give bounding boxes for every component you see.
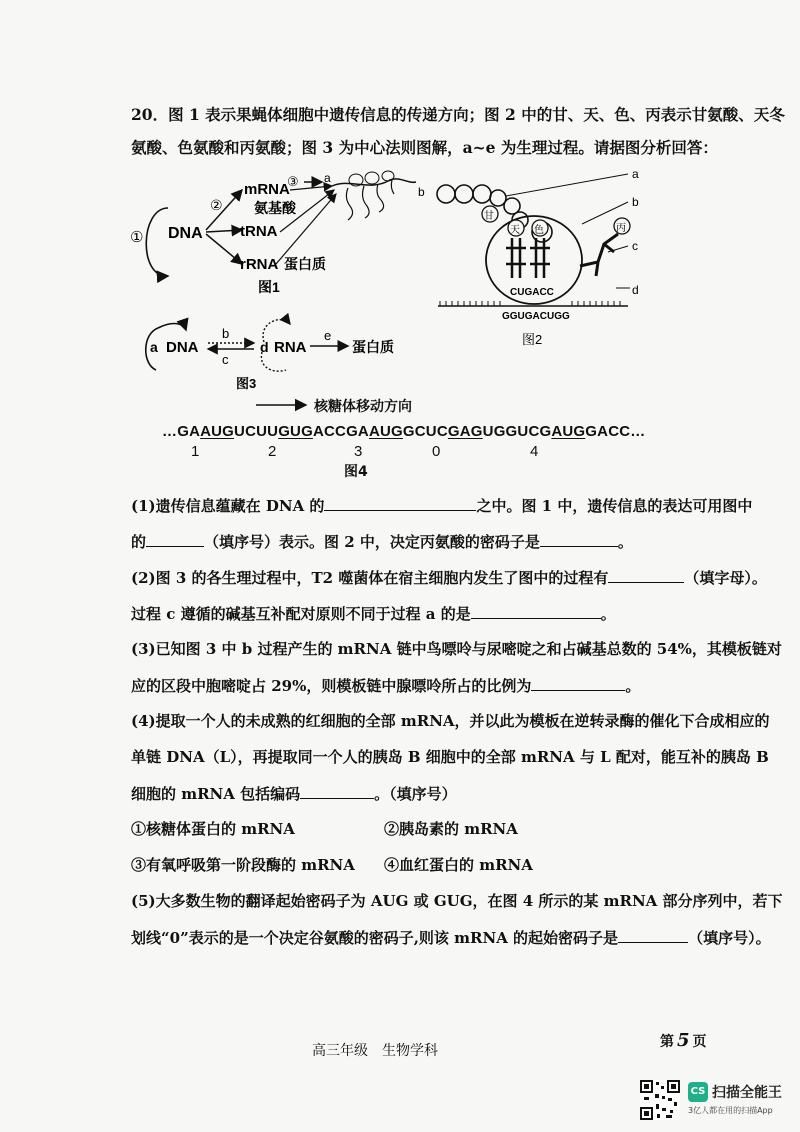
fig2-codons: GGUGACUGG <box>502 311 570 322</box>
question-line-2: 氨酸、色氨酸和丙氨酸；图 3 为中心法则图解，a~e 为生理过程。请据图分析回答： <box>131 138 718 157</box>
qr-code-icon <box>640 1080 680 1120</box>
fig2-gan: 甘 <box>484 211 494 222</box>
answer-blank-2a[interactable] <box>608 566 684 583</box>
fig1-dna: DNA <box>168 225 203 242</box>
fig1-circle-3: ③ <box>287 174 299 189</box>
q3-line-1: (3)已知图 3 中 b 过程产生的 mRNA 链中鸟嘌呤与尿嘧啶之和占碱基总数的 54%，其模板链对 <box>131 640 782 658</box>
fig1-trna: tRNA <box>240 223 278 240</box>
fig3-d: d <box>260 339 269 355</box>
fig3-dna: DNA <box>166 339 199 356</box>
question-line-1: 20．图 1 表示果蝇体细胞中遗传信息的传递方向；图 2 中的甘、天、色、丙表示甘氨酸、天冬 <box>131 105 785 124</box>
fig2-tian: 天 <box>510 225 520 236</box>
camscanner-logo-icon: CS <box>688 1082 708 1102</box>
fig3-b: b <box>222 326 230 341</box>
fig1-protein: 蛋白质 <box>284 256 326 272</box>
q5-line-2: 划线“0”表示的是一个决定谷氨酸的密码子,则该 mRNA 的起始密码子是 （填序号）。 <box>131 926 771 948</box>
fig4-label-0: 0 <box>432 443 441 460</box>
fig4-label-3: 3 <box>354 443 363 460</box>
fig1-circle-1: ① <box>130 229 144 246</box>
fig4-label-2: 2 <box>268 443 277 460</box>
q2-line-2: 过程 c 遵循的碱基互补配对原则不同于过程 a 的是 。 <box>131 602 616 624</box>
fig3-rna: RNA <box>274 339 307 356</box>
figure-2 <box>432 168 657 358</box>
figure-3 <box>140 312 410 396</box>
fig2-bing: 丙 <box>616 223 626 234</box>
fig1-label-a: a <box>324 171 331 185</box>
fig1-circle-2: ② <box>210 197 223 213</box>
q4-option-3: ③有氧呼吸第一阶段酶的 mRNA <box>131 856 355 874</box>
answer-blank-3[interactable] <box>531 674 625 691</box>
fig1-amino: 氨基酸 <box>254 200 296 216</box>
q3-line-2: 应的区段中胞嘧啶占 29%，则模板链中腺嘌呤所占的比例为 。 <box>131 674 640 696</box>
fig1-replication-arrow <box>146 208 168 276</box>
fig2-label-d: d <box>632 283 639 297</box>
fig4-direction-arrow <box>250 398 310 412</box>
q4-option-1: ①核糖体蛋白的 mRNA <box>131 820 295 838</box>
fig2-anticodon: CUGACC <box>510 287 554 298</box>
answer-blank-1a[interactable] <box>324 494 476 511</box>
fig1-rrna: rRNA <box>240 256 279 273</box>
fig2-se: 色 <box>534 225 544 236</box>
answer-blank-2b[interactable] <box>471 602 601 619</box>
q4-line-1: (4)提取一个人的未成熟的红细胞的全部 mRNA，并以此为模板在逆转录酶的催化下合成相应的 <box>131 712 770 730</box>
fig3-c: c <box>222 352 229 367</box>
fig3-e: e <box>324 328 332 343</box>
app-tagline: 3亿人都在用的扫描App <box>688 1106 773 1115</box>
fig1-caption: 图1 <box>258 279 280 295</box>
fig3-caption: 图3 <box>236 376 257 391</box>
fig1-mrna: mRNA <box>244 181 290 198</box>
fig1-label-b: b <box>418 185 425 199</box>
fig4-caption: 图4 <box>344 464 368 480</box>
q4-option-2: ②胰岛素的 mRNA <box>384 820 518 838</box>
q1-line-1: (1)遗传信息蕴藏在 DNA 的 之中。图 1 中，遗传信息的表达可用图中 <box>131 494 752 516</box>
q1-line-2: 的 （填序号）表示。图 2 中，决定丙氨酸的密码子是 。 <box>131 530 633 552</box>
fig3-protein: 蛋白质 <box>352 339 394 355</box>
q4-option-4: ④血红蛋白的 mRNA <box>384 856 533 874</box>
fig4-label-4: 4 <box>530 443 539 460</box>
fig4-sequence: …GAAUGUCUUGUGACCGAAUGGCUCGAGUGGUCGAUGGACC… <box>162 423 646 440</box>
fig3-a: a <box>150 339 158 355</box>
q5-line-1: (5)大多数生物的翻译起始密码子为 AUG 或 GUG，在图 4 所示的某 mRNA 部分序列中，若下 <box>131 892 783 910</box>
answer-blank-4[interactable] <box>300 782 374 799</box>
fig2-label-c: c <box>632 239 638 253</box>
fig2-label-b: b <box>632 195 639 209</box>
app-name: 扫描全能王 <box>712 1085 782 1101</box>
fig4-label-1: 1 <box>191 443 200 460</box>
page-number: 第 5 页 <box>660 1030 707 1051</box>
answer-blank-5[interactable] <box>618 926 688 943</box>
figure-1 <box>120 168 440 308</box>
fig2-label-a: a <box>632 168 639 181</box>
q4-line-2: 单链 DNA（L），再提取同一个人的胰岛 B 细胞中的全部 mRNA 与 L 配对，能互补的胰岛 B <box>131 748 769 766</box>
fig4-direction: 核糖体移动方向 <box>314 399 412 415</box>
footer-grade-subject: 高三年级 生物学科 <box>312 1043 438 1059</box>
answer-blank-1b[interactable] <box>146 530 204 547</box>
q2-line-1: (2)图 3 的各生理过程中，T2 噬菌体在宿主细胞内发生了图中的过程有 （填字母）。 <box>131 566 767 588</box>
fig2-caption: 图2 <box>522 332 543 347</box>
q4-line-3: 细胞的 mRNA 包括编码 。（填序号） <box>131 782 457 804</box>
answer-blank-1c[interactable] <box>540 530 618 547</box>
